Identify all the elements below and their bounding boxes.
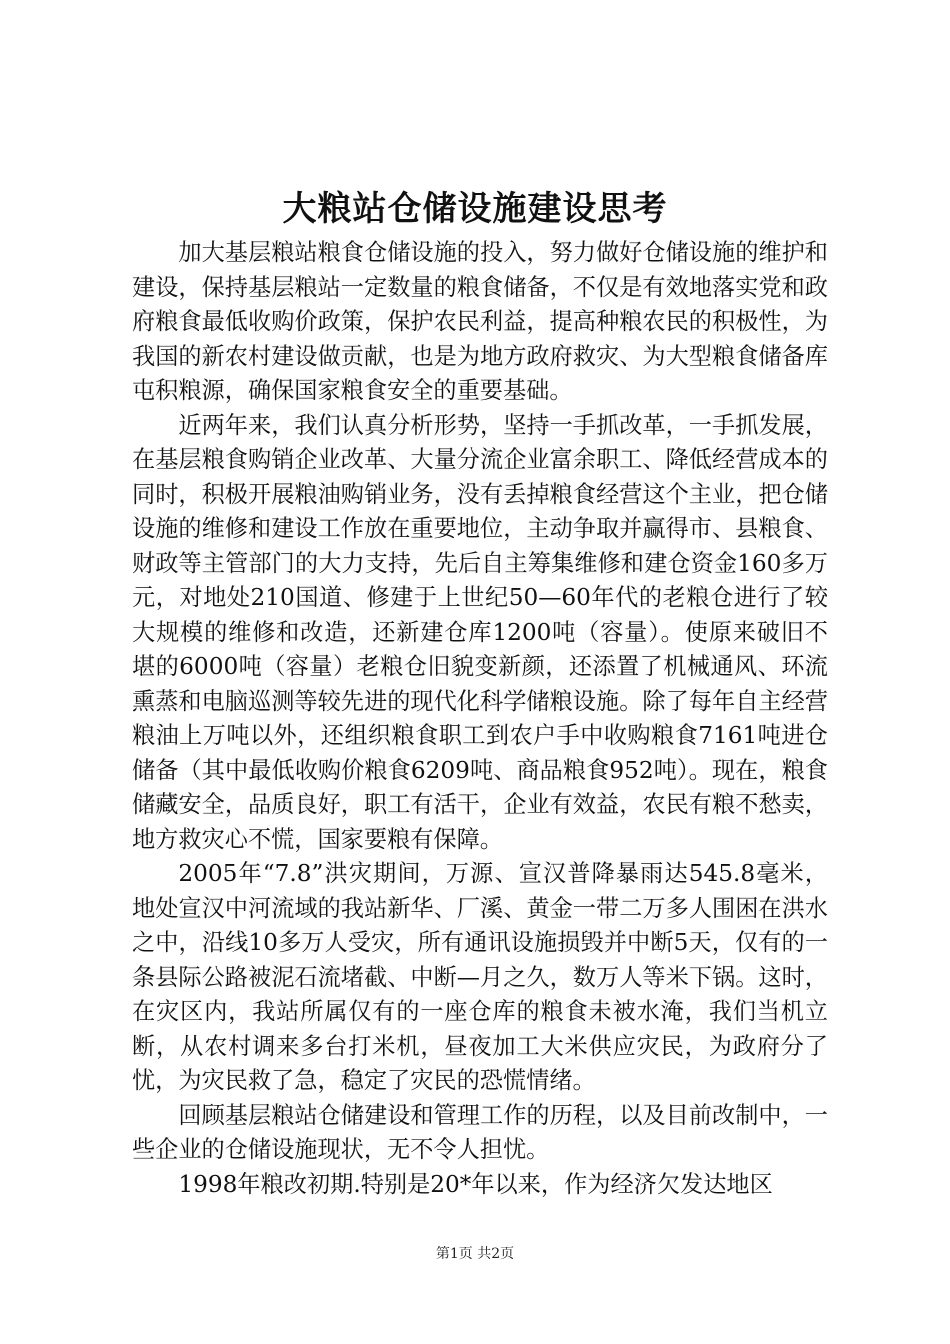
paragraph-4: 回顾基层粮站仓储建设和管理工作的历程，以及目前改制中，一些企业的仓储设施现状，无不令人担忧。: [132, 1101, 828, 1163]
document-title: 大粮站仓储设施建设思考: [282, 189, 668, 229]
paragraph-5: 1998年粮改初期.特别是20*年以来，作为经济欠发达地区: [178, 1170, 773, 1198]
paragraph-3: 2005年“7.8”洪灾期间，万源、宣汉普降暴雨达545.8毫米，地处宣汉中河流域的我站新华、厂溪、黄金一带二万多人围困在洪水之中，沿线10多万人受灾，所有通讯设施损毁并中断5天，仅有的一条县际公路被泥石流堵截、中断—月之久，数万人等米下锅。这时，在灾区内，我站所属仅有的一座仓库的粮食未被水淹，我们当机立断，从农村调来多台打米机，昼夜加工大米供应灾民，为政府分了忧，为灾民救了急，稳定了灾民的恐慌情绪。: [132, 860, 828, 1094]
page-footer: 第1页 共2页: [435, 1246, 515, 1262]
paragraph-2: 近两年来，我们认真分析形势，坚持一手抓改革，一手抓发展，在基层粮食购销企业改革、大量分流企业富余职工、降低经营成本的同时，积极开展粮油购销业务，没有丢掉粮食经营这个主业，把仓储设施的维修和建设工作放在重要地位，主动争取并赢得市、县粮食、财政等主管部门的大力支持，先后自主筹集维修和建仓资金160多万元，对地处210国道、修建于上世纪50—60年代的老粮仓进行了较大规模的维修和改造，还新建仓库1200吨（容量）。使原来破旧不堪的6000吨（容量）老粮仓旧貌变新颜，还添置了机械通风、环流熏蒸和电脑巡测等较先进的现代化科学储粮设施。除了每年自主经营粮油上万吨以外，还组织粮食职工到农户手中收购粮食7161吨进仓储备（其中最低收购价粮食6209吨、商品粮食952吨）。现在，粮食储藏安全，品质良好，职工有活干，企业有效益，农民有粮不愁卖，地方救灾心不慌，国家要粮有保障。: [132, 411, 828, 853]
document-body: [132, 236, 828, 1202]
paragraph-1: 加大基层粮站粮食仓储设施的投入，努力做好仓储设施的维护和建设，保持基层粮站一定数量的粮食储备，不仅是有效地落实党和政府粮食最低收购价政策，保护农民利益，提高种粮农民的积极性，为我国的新农村建设做贡献，也是为地方政府救灾、为大型粮食储备库屯积粮源，确保国家粮食安全的重要基础。: [132, 239, 828, 404]
